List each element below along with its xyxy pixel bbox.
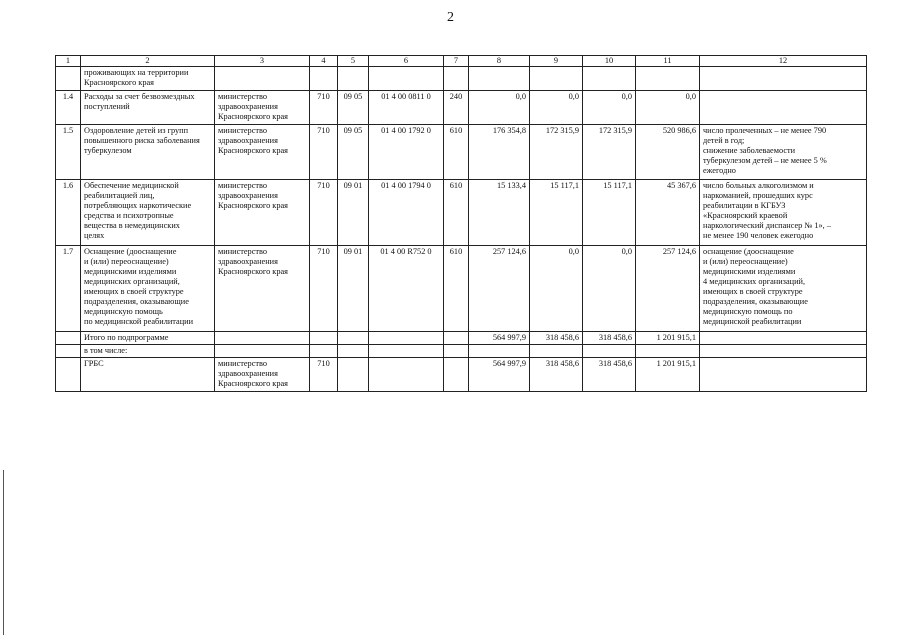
column-header: 9: [530, 56, 583, 67]
amount-year-3-cell: 15 117,1: [583, 180, 636, 246]
grbs-code-cell: [310, 345, 338, 358]
table-header-row: [56, 56, 867, 67]
column-header: 8: [469, 56, 530, 67]
target-article-code-cell: [369, 332, 444, 345]
column-header: 3: [215, 56, 310, 67]
amount-year-1-cell: 564 997,9: [469, 358, 530, 392]
column-header: 4: [310, 56, 338, 67]
expected-result-cell: [700, 332, 867, 345]
expense-type-code-cell: [444, 67, 469, 91]
grbs-code-cell: [310, 332, 338, 345]
expense-type-code-cell: [444, 332, 469, 345]
amount-year-1-cell: [469, 345, 530, 358]
target-article-code-cell: 01 4 00 R752 0: [369, 246, 444, 332]
amount-year-3-cell: 0,0: [583, 246, 636, 332]
amount-year-2-cell: [530, 345, 583, 358]
amount-year-1-cell: 176 354,8: [469, 125, 530, 180]
amount-total-cell: [636, 67, 700, 91]
expected-result-cell: оснащение (дооснащение и (или) переоснащение) медицинскими изделиями 4 медицинских организаций, имеющих в своей структуре подразделения, оказывающие медицинскую помощь по медицинской реабилитации: [700, 246, 867, 332]
expense-type-code-cell: 610: [444, 125, 469, 180]
amount-year-3-cell: 318 458,6: [583, 332, 636, 345]
scan-edge-line: [3, 470, 4, 635]
target-article-code-cell: [369, 345, 444, 358]
amount-year-1-cell: 0,0: [469, 91, 530, 125]
amount-year-3-cell: 0,0: [583, 91, 636, 125]
amount-year-2-cell: 172 315,9: [530, 125, 583, 180]
amount-year-1-cell: [469, 67, 530, 91]
target-article-code-cell: 01 4 00 1792 0: [369, 125, 444, 180]
grbs-code-cell: 710: [310, 246, 338, 332]
item-name-cell: Оздоровление детей из групп повышенного риска заболевания туберкулезом: [81, 125, 215, 180]
row-number-cell: 1.6: [56, 180, 81, 246]
budget-table: [55, 55, 867, 392]
column-header: 10: [583, 56, 636, 67]
amount-year-1-cell: 257 124,6: [469, 246, 530, 332]
amount-year-3-cell: 318 458,6: [583, 358, 636, 392]
expected-result-cell: [700, 358, 867, 392]
responsible-org-cell: [215, 332, 310, 345]
grbs-code-cell: [310, 67, 338, 91]
target-article-code-cell: 01 4 00 1794 0: [369, 180, 444, 246]
item-name-cell: Расходы за счет безвозмездных поступлений: [81, 91, 215, 125]
table-row: [56, 91, 867, 125]
responsible-org-cell: министерство здравоохранения Красноярского края: [215, 246, 310, 332]
column-header: 6: [369, 56, 444, 67]
grbs-code-cell: 710: [310, 91, 338, 125]
expected-result-cell: [700, 91, 867, 125]
column-header: 5: [338, 56, 369, 67]
grbs-code-cell: 710: [310, 358, 338, 392]
row-number-cell: 1.5: [56, 125, 81, 180]
expense-type-code-cell: 610: [444, 180, 469, 246]
amount-total-cell: 0,0: [636, 91, 700, 125]
table-row: [56, 125, 867, 180]
grbs-code-cell: 710: [310, 125, 338, 180]
responsible-org-cell: министерство здравоохранения Красноярского края: [215, 358, 310, 392]
expected-result-cell: [700, 345, 867, 358]
amount-total-cell: [636, 345, 700, 358]
table-body: [56, 56, 867, 392]
amount-year-3-cell: [583, 345, 636, 358]
amount-year-2-cell: 318 458,6: [530, 332, 583, 345]
column-header: 7: [444, 56, 469, 67]
expense-type-code-cell: 610: [444, 246, 469, 332]
table-row: [56, 332, 867, 345]
item-name-cell: в том числе:: [81, 345, 215, 358]
item-name-cell: ГРБС: [81, 358, 215, 392]
table-row: [56, 345, 867, 358]
amount-year-2-cell: [530, 67, 583, 91]
item-name-cell: Обеспечение медицинской реабилитацией лиц, потребляющих наркотические средства и психотропные вещества в немедицинских целях: [81, 180, 215, 246]
section-code-cell: [338, 332, 369, 345]
section-code-cell: [338, 358, 369, 392]
table-row: [56, 358, 867, 392]
amount-year-1-cell: 15 133,4: [469, 180, 530, 246]
amount-total-cell: 257 124,6: [636, 246, 700, 332]
expected-result-cell: число пролеченных – не менее 790 детей в год; снижение заболеваемости туберкулезом детей – не менее 5 % ежегодно: [700, 125, 867, 180]
amount-year-3-cell: 172 315,9: [583, 125, 636, 180]
amount-year-2-cell: 0,0: [530, 246, 583, 332]
row-number-cell: 1.4: [56, 91, 81, 125]
row-number-cell: [56, 332, 81, 345]
table-row: [56, 67, 867, 91]
amount-year-2-cell: 15 117,1: [530, 180, 583, 246]
section-code-cell: 09 05: [338, 125, 369, 180]
amount-total-cell: 520 986,6: [636, 125, 700, 180]
amount-total-cell: 1 201 915,1: [636, 358, 700, 392]
amount-total-cell: 1 201 915,1: [636, 332, 700, 345]
responsible-org-cell: [215, 345, 310, 358]
page-number: 2: [447, 10, 454, 25]
amount-total-cell: 45 367,6: [636, 180, 700, 246]
section-code-cell: 09 05: [338, 91, 369, 125]
item-name-cell: Итого по подпрограмме: [81, 332, 215, 345]
target-article-code-cell: 01 4 00 0811 0: [369, 91, 444, 125]
responsible-org-cell: [215, 67, 310, 91]
amount-year-3-cell: [583, 67, 636, 91]
responsible-org-cell: министерство здравоохранения Красноярского края: [215, 91, 310, 125]
row-number-cell: [56, 345, 81, 358]
expected-result-cell: [700, 67, 867, 91]
expense-type-code-cell: 240: [444, 91, 469, 125]
responsible-org-cell: министерство здравоохранения Красноярского края: [215, 125, 310, 180]
responsible-org-cell: министерство здравоохранения Красноярского края: [215, 180, 310, 246]
expense-type-code-cell: [444, 358, 469, 392]
section-code-cell: [338, 67, 369, 91]
target-article-code-cell: [369, 67, 444, 91]
item-name-cell: Оснащение (дооснащение и (или) переоснащение) медицинскими изделиями медицинских организаций, имеющих в своей структуре подразделения, оказывающие медицинскую помощь по медицинской реабилитации: [81, 246, 215, 332]
item-name-cell: проживающих на территории Красноярского края: [81, 67, 215, 91]
amount-year-2-cell: 318 458,6: [530, 358, 583, 392]
column-header: 12: [700, 56, 867, 67]
section-code-cell: 09 01: [338, 180, 369, 246]
amount-year-1-cell: 564 997,9: [469, 332, 530, 345]
amount-year-2-cell: 0,0: [530, 91, 583, 125]
column-header: 11: [636, 56, 700, 67]
table-row: [56, 180, 867, 246]
column-header: 2: [81, 56, 215, 67]
expected-result-cell: число больных алкоголизмом и наркоманией, прошедших курс реабилитации в КГБУЗ «Красноярский краевой наркологический диспансер № 1», – не менее 190 человек ежегодно: [700, 180, 867, 246]
grbs-code-cell: 710: [310, 180, 338, 246]
row-number-cell: [56, 358, 81, 392]
column-header: 1: [56, 56, 81, 67]
row-number-cell: [56, 67, 81, 91]
section-code-cell: [338, 345, 369, 358]
target-article-code-cell: [369, 358, 444, 392]
row-number-cell: 1.7: [56, 246, 81, 332]
section-code-cell: 09 01: [338, 246, 369, 332]
expense-type-code-cell: [444, 345, 469, 358]
table-row: [56, 246, 867, 332]
